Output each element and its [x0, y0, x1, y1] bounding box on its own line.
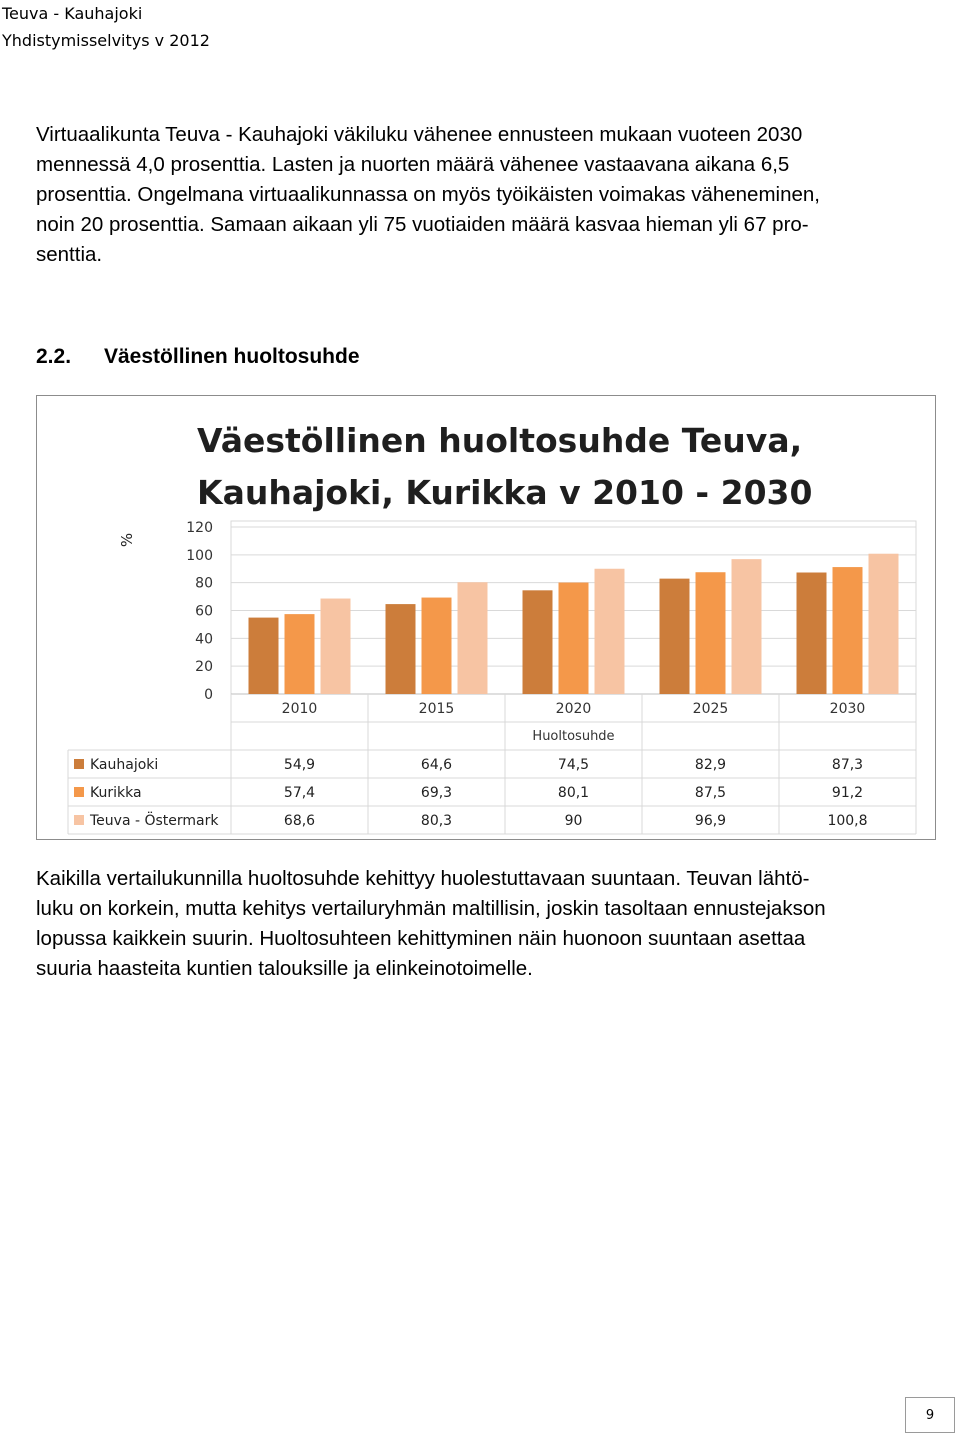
analysis-line: Kaikilla vertailukunnilla huoltosuhde kehittyy huolestuttavaan suuntaan. Teuvan lähtö-	[36, 867, 810, 890]
intro-paragraph	[36, 120, 916, 270]
page-number	[905, 1397, 955, 1433]
table-value: 80,1	[557, 785, 590, 801]
legend-label: Teuva - Östermark	[90, 813, 219, 829]
x-axis-label: Huoltosuhde	[532, 729, 615, 744]
table-value: 90	[564, 813, 583, 829]
table-value: 87,3	[831, 757, 864, 773]
analysis-paragraph	[36, 864, 916, 984]
legend-swatch	[74, 815, 84, 825]
intro-line: mennessä 4,0 prosenttia. Lasten ja nuorten määrä vähenee vastaavana aikana 6,5	[36, 153, 790, 176]
bar-kurikka-2015	[422, 598, 452, 694]
intro-line: prosenttia. Ongelmana virtuaalikunnassa on myös työikäisten voimakas väheneminen,	[36, 183, 820, 206]
y-tick-label: 100	[186, 547, 213, 564]
bar-kauhajoki-2030	[797, 573, 827, 694]
bar-kauhajoki-2020	[523, 590, 553, 694]
y-axis-label: %	[118, 532, 136, 548]
table-value: 57,4	[283, 785, 316, 801]
chart-title-line: Kauhajoki, Kurikka v 2010 - 2030	[197, 473, 813, 512]
table-value: 91,2	[831, 785, 864, 801]
intro-line: Virtuaalikunta Teuva - Kauhajoki väkiluku vähenee ennusteen mukaan vuoteen 2030	[36, 123, 803, 146]
chart-title-line: Väestöllinen huoltosuhde Teuva,	[197, 421, 803, 460]
table-value: 100,8	[827, 813, 868, 829]
analysis-line: lopussa kaikkein suurin. Huoltosuhteen kehittyminen näin huonoon suuntaan asettaa	[36, 927, 806, 950]
x-tick-label: 2015	[418, 701, 455, 717]
table-value: 69,3	[420, 785, 453, 801]
table-value: 96,9	[694, 813, 727, 829]
intro-line: noin 20 prosenttia. Samaan aikaan yli 75 vuotiaiden määrä kasvaa hieman yli 67 pro-	[36, 213, 809, 236]
bar-kurikka-2020	[559, 583, 589, 694]
legend-swatch	[74, 787, 84, 797]
header-title: Teuva - Kauhajoki	[2, 4, 143, 23]
table-value: 87,5	[694, 785, 727, 801]
section-heading	[36, 342, 360, 372]
analysis-line: luku on korkein, mutta kehitys vertailuryhmän maltillisin, joskin tasoltaan ennustejakson	[36, 897, 826, 920]
bar-kauhajoki-2025	[660, 579, 690, 694]
section-title: Väestöllinen huoltosuhde	[104, 345, 360, 368]
intro-line: senttia.	[36, 243, 103, 266]
y-tick-label: 60	[195, 603, 213, 620]
section-number: 2.2.	[36, 345, 72, 368]
bar-kauhajoki-2010	[249, 618, 279, 694]
table-value: 80,3	[420, 813, 453, 829]
y-tick-label: 0	[204, 687, 213, 703]
legend-label: Kurikka	[90, 785, 142, 801]
y-tick-label: 40	[195, 631, 213, 648]
table-value: 68,6	[283, 813, 316, 829]
bar-teuva-stermark-2025	[732, 559, 762, 694]
x-tick-label: 2025	[692, 701, 729, 717]
y-tick-label: 120	[186, 520, 213, 536]
bar-kauhajoki-2015	[386, 604, 416, 694]
legend-label: Kauhajoki	[90, 757, 159, 773]
legend-swatch	[74, 759, 84, 769]
x-tick-label: 2010	[281, 701, 318, 717]
bar-kurikka-2010	[285, 614, 315, 694]
table-value: 54,9	[283, 757, 316, 773]
bar-teuva-stermark-2010	[321, 599, 351, 694]
bar-teuva-stermark-2015	[458, 582, 488, 694]
table-value: 82,9	[694, 757, 727, 773]
x-tick-label: 2020	[555, 701, 592, 717]
analysis-line: suuria haasteita kuntien talouksille ja elinkeinotoimelle.	[36, 957, 533, 980]
bar-kurikka-2025	[696, 572, 726, 694]
running-header	[2, 0, 210, 54]
bar-teuva-stermark-2020	[595, 569, 625, 694]
header-subtitle: Yhdistymisselvitys v 2012	[2, 31, 210, 50]
table-value: 64,6	[420, 757, 453, 773]
chart-canvas	[37, 396, 935, 839]
bar-kurikka-2030	[833, 567, 863, 694]
bar-teuva-stermark-2030	[869, 554, 899, 694]
table-value: 74,5	[557, 757, 590, 773]
page-number-text: 9	[925, 1407, 935, 1423]
y-tick-label: 20	[195, 659, 213, 676]
x-tick-label: 2030	[829, 701, 866, 717]
y-tick-label: 80	[195, 575, 213, 592]
dependency-ratio-chart	[36, 395, 936, 840]
